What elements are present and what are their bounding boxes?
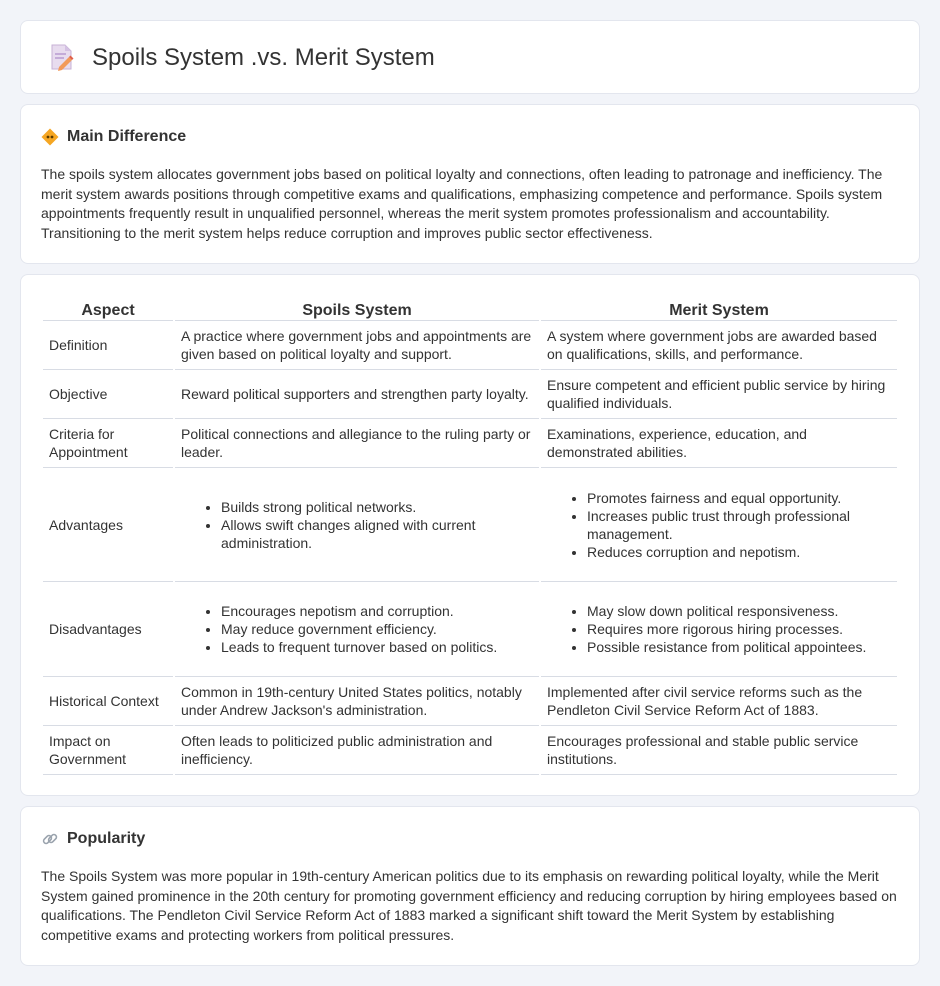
popularity-title: Popularity [67,830,146,847]
list-item: • Increases public trust through professional management. [587,507,891,543]
list-item: • Builds strong political networks. [221,498,533,516]
diamond-icon [41,128,59,146]
row-merit-value [541,468,897,582]
comparison-table [41,295,899,775]
row-aspect: Impact on Government [43,726,173,775]
popularity-text: The Spoils System was more popular in 19th-century American politics due to its emphasis on rewarding political loyalty, while the Merit System gained prominence in the 20th century for promoting government efficiency and reducing corruption by hiring employees based on qualifications. The Pendleton Civil Service Reform Act of 1883 marked a significant shift toward the Merit System by establishing competitive exams and protecting workers from political pressures. [41,868,897,943]
header-merit-system: Merit System [541,295,897,321]
main-difference-heading [41,125,186,149]
row-aspect: Advantages [43,468,173,582]
list-item: • May reduce government efficiency. [221,620,533,638]
row-merit-value [541,582,897,677]
advantages-merit-list [547,489,891,561]
list-item: • Reduces corruption and nepotism. [587,543,891,561]
row-aspect: Disadvantages [43,582,173,677]
row-aspect: Definition [43,321,173,370]
row-spoils-value: Common in 19th-century United States politics, notably under Andrew Jackson's administration. [175,677,539,726]
main-difference-title: Main Difference [67,128,187,145]
table-header-row [43,295,897,321]
title-card [20,20,920,94]
list-item: • Possible resistance from political appointees. [587,638,891,656]
main-difference-text: The spoils system allocates government jobs based on political loyalty and connections, often leading to patronage and inefficiency. The merit system awards positions through competitive exams and qualifications, emphasizing competence and performance. Spoils system appointments frequently result in unqualified personnel, whereas the merit system promotes professionalism and accountability. Transitioning to the merit system helps reduce corruption and improves public sector effectiveness. [41,166,883,241]
row-spoils-value: Often leads to politicized public administration and inefficiency. [175,726,539,775]
header-aspect: Aspect [43,295,173,321]
row-merit-value: Examinations, experience, education, and demonstrated abilities. [541,419,897,468]
list-item: • Leads to frequent turnover based on politics. [221,638,533,656]
table-row [43,726,897,775]
table-row [43,677,897,726]
row-spoils-value [175,468,539,582]
row-merit-value: Ensure competent and efficient public service by hiring qualified individuals. [541,370,897,419]
disadvantages-spoils-list [181,602,533,656]
page-title: Spoils System .vs. Merit System [92,44,435,71]
table-row [43,468,897,582]
header-spoils-system: Spoils System [175,295,539,321]
row-merit-value: Encourages professional and stable public service institutions. [541,726,897,775]
popularity-card [20,806,920,966]
list-item: • Allows swift changes aligned with current administration. [221,516,533,552]
table-row [43,582,897,677]
advantages-spoils-list [181,498,533,552]
list-item: • Encourages nepotism and corruption. [221,602,533,620]
comparison-table-card [20,274,920,796]
list-item: • May slow down political responsiveness. [587,602,891,620]
row-merit-value: Implemented after civil service reforms such as the Pendleton Civil Service Reform Act of 1883. [541,677,897,726]
disadvantages-merit-list [547,602,891,656]
main-difference-card [20,104,920,264]
row-aspect: Historical Context [43,677,173,726]
table-row [43,419,897,468]
row-spoils-value: Reward political supporters and strengthen party loyalty. [175,370,539,419]
row-spoils-value [175,582,539,677]
popularity-heading [41,827,145,851]
table-row [43,321,897,370]
list-item: • Requires more rigorous hiring processes. [587,620,891,638]
document-edit-icon [47,42,75,72]
row-aspect: Objective [43,370,173,419]
row-spoils-value: A practice where government jobs and appointments are given based on political loyalty and support. [175,321,539,370]
row-aspect: Criteria for Appointment [43,419,173,468]
row-merit-value: A system where government jobs are awarded based on qualifications, skills, and performance. [541,321,897,370]
link-icon [41,830,59,848]
list-item: • Promotes fairness and equal opportunity. [587,489,891,507]
row-spoils-value: Political connections and allegiance to the ruling party or leader. [175,419,539,468]
table-row [43,370,897,419]
